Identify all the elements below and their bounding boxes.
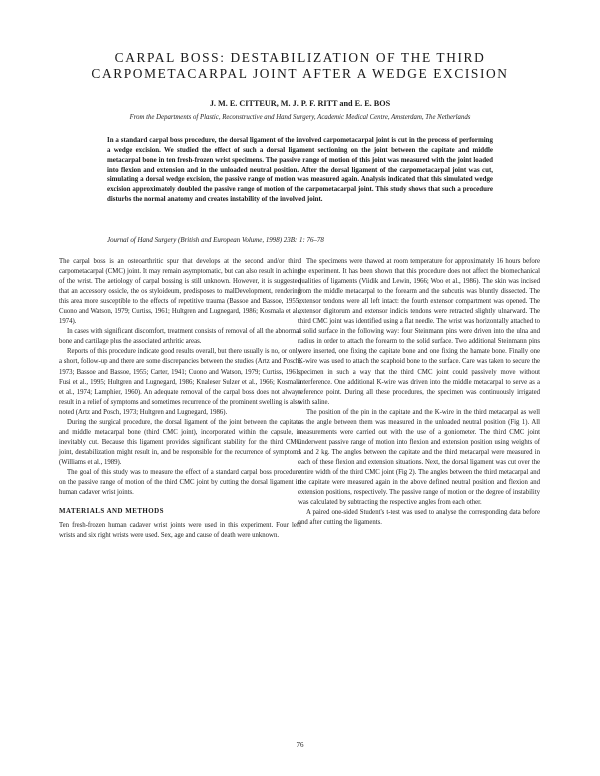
intro-paragraph-1: The carpal boss is an osteoarthritic spur that develops at the second and/or third carpometacarpal (CMC) joint. It may remain asymptomatic, but can also result in aching of the wrist. The aetiology of carpal bossing is still unknown. However, it is suggested that an accessory ossicle, the os styloideum, predisposes to malDevelopment, rendering this area more susceptible to the effects of repetitive trauma (Bassoe and Bassoe, 1955; Cuono and Watson, 1979; Curtiss, 1961; Hultgren and Lugnegard, 1986; Kosmala et al., 1974).	[59, 258, 301, 326]
intro-paragraph-5: The goal of this study was to measure the effect of a standard carpal boss procedure on the passive range of motion of the third CMC joint by cutting the dorsal ligament in human cadaver wrist joints.	[59, 468, 301, 497]
section-heading-methods: MATERIALS AND METHODS	[59, 508, 164, 516]
abstract: In a standard carpal boss procedure, the dorsal ligament of the involved carpometacarpal joint is cut in the process of performing a wedge excision. We studied the effect of such a dorsal ligament sectioning on the joint between the capitate and middle metacarpal bone in ten fresh-frozen wrist specimens. The passive range of motion of this joint was measured with the joint loaded into flexion and extension and in the unloaded neutral position. After the dorsal ligament of the carpometacarpal joint was cut, simulating a dorsal wedge excision, the passive range of motion was measured again. Analysis indicated that this simulated wedge excision approximately doubled the passive range of motion of the carpometacarpal joint. This study shows that such a procedure disturbs the normal anatomy and creates instability of the involved joint.	[107, 136, 493, 204]
methods-paragraph-3: The position of the pin in the capitate and the K-wire in the third metacarpal as well as the angle between them was measured in the unloaded neutral position (Fig 1). All measurements were carried out with the use of a goniometer. The third CMC joint underwent passive range of motion into flexion and extension position using weights of 1 and 2 kg. The angles between the capitate and the third metacarpal were measured in each of these flexion and extension situations. Next, the dorsal ligament was cut over the entire width of the third CMC joint (Fig 2). The angles between the third metacarpal and the capitate were measured again in the above defined neutral position and flexion and extension positions, respectively. The passive range of motion or the degree of instability was calculated by subtracting the respective angles from each other.	[298, 408, 540, 507]
article-title	[60, 50, 540, 82]
intro-paragraph-4: During the surgical procedure, the dorsal ligament of the joint between the capitate and middle metacarpal bone (third CMC joint), incorporated within the capsule, is inevitably cut. Because this ligament provides significant stability for the third CMC joint, destabilization might result in, and be responsible for the recurrence of symptoms (Williams et al., 1989).	[59, 418, 301, 466]
methods-paragraph-2: The specimens were thawed at room temperature for approximately 16 hours before the experiment. It has been shown that this procedure does not affect the biomechanical qualities of ligaments (Viidik and Lewin, 1966; Woo et al., 1986). The skin was incised from the middle metacarpal to the forearm and the subcutis was bluntly dissected. The extensor tendons were all left intact: the fourth extensor compartment was opened. The extensor digitorum and extensor indicis tendons were retracted slightly ulnarward. The third CMC joint was identified using a flat needle. The wrist was horizontally attached to a solid surface in the following way: four Steinmann pins were driven into the ulna and radius in order to attach the forearm to the solid surface. Two additional Steinmann pins were inserted, one fixing the capitate bone and one fixing the hamate bone. Finally one K-wire was used to attach the scaphoid bone to the surface. Care was taken to secure the specimen in such a way that the third CMC joint could passively move without interference. One additional K-wire was driven into the middle metacarpal to serve as a reference point. During all these procedures, the specimen was continuously irrigated with saline.	[298, 258, 540, 406]
author-list: J. M. E. CITTEUR, M. J. P. F. RITT and E. E. BOS	[209, 99, 391, 108]
journal-citation: Journal of Hand Surgery (British and European Volume, 1998) 23B: 1: 76–78	[107, 236, 324, 244]
methods-paragraph-4: A paired one-sided Student's t-test was used to analyse the corresponding data before and after cutting the ligaments.	[298, 509, 540, 527]
intro-paragraph-3: Reports of this procedure indicate good results overall, but there usually is no, or only a short, follow-up and there are some discrepancies between the studies (Artz and Posch, 1973; Bassoe and Bassoe, 1955; Carter, 1941; Cuono and Watson, 1979; Curtiss, 1961; Fusi et al., 1995; Hultgren and Lugnegard, 1986; Knaleser Sulzer et al., 1966; Kosmala et al., 1974; Lamphier, 1960). An adequate removal of the carpal boss does not always result in a relief of symptoms and sometimes recurrence of the prominent swelling is also noted (Artz and Posch, 1973; Hultgren and Lugnegard, 1986).	[59, 348, 301, 416]
title-line-2: CARPOMETACARPAL JOINT AFTER A WEDGE EXCISION	[91, 66, 509, 81]
intro-paragraph-2: In cases with significant discomfort, treatment consists of removal of all the abnormal bone and cartilage plus the associated arthritic areas.	[59, 328, 301, 346]
methods-paragraph-1: Ten fresh-frozen human cadaver wrist joints were used in this experiment. Four left wrists and six right wrists were used. Sex, age and cause of death were unknown.	[59, 522, 301, 540]
page-number: 76	[296, 741, 304, 749]
right-column	[298, 257, 540, 528]
author-affiliation: From the Departments of Plastic, Reconstructive and Hand Surgery, Academic Medical Centre, Amsterdam, The Netherlands	[129, 114, 471, 121]
left-column	[59, 257, 301, 541]
title-line-1: CARPAL BOSS: DESTABILIZATION OF THE THIRD	[114, 50, 486, 65]
